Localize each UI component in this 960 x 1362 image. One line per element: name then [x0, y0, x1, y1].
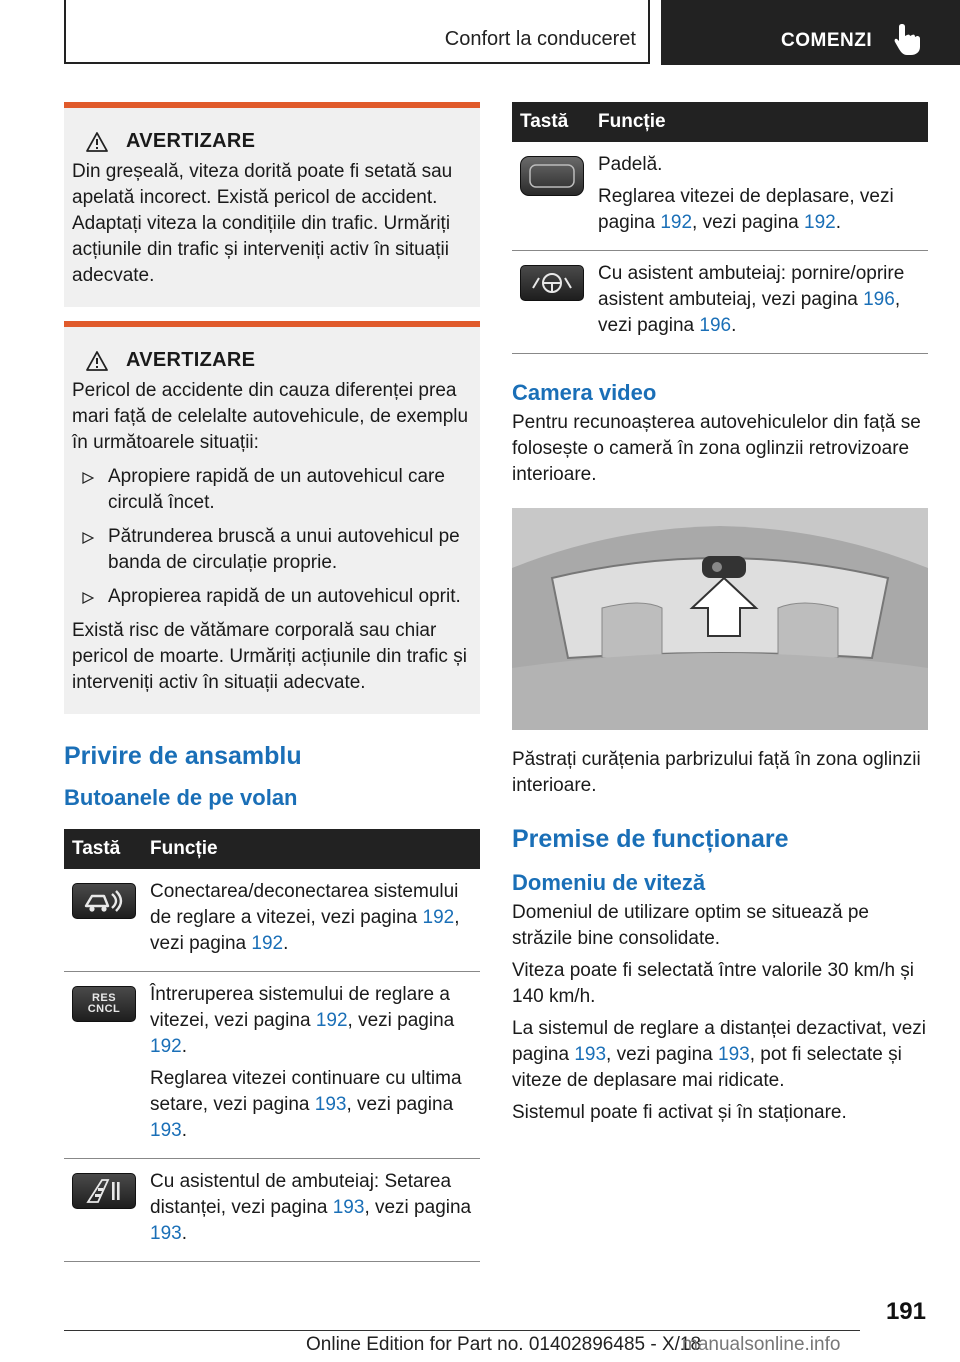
table-header-function: Funcție [142, 829, 480, 869]
heading-overview: Privire de ansamblu [64, 742, 302, 770]
page-number: 191 [885, 1298, 926, 1325]
header-section-title: Confort la conduceret [444, 28, 636, 50]
table-row [64, 972, 480, 1159]
page-link[interactable]: 193 [718, 1044, 750, 1065]
warning-title-text: AVERTIZARE [126, 349, 256, 371]
list-item: Pătrunderea bruscă a unui autovehicul pe banda de circulație proprie. [72, 524, 472, 576]
bullet-triangle-icon [82, 532, 94, 544]
warning-text: Din greșeală, viteza dorită poate fi setată sau apelată incorect. Există pericol de accident. Adaptați viteza la condițiile din trafic. Urmăriți acțiunile din trafic și interveniți activ în situații adecvate. [72, 161, 453, 286]
steering-buttons-table [64, 829, 480, 1262]
right-column [512, 102, 928, 1126]
warning-intro: Pericol de accidente din cauza diferenței prea mari față de celelalte autovehicule, de exemplu în următoarele situații: [72, 380, 469, 453]
heading-speed-range: Domeniu de viteză [512, 870, 706, 895]
list-item: Apropierea rapidă de un autovehicul oprit. [72, 584, 472, 610]
table-cell-function: Conectarea/deconectarea sistemului de reglare a vitezei, vezi pagina 192, vezi pagina 192. [142, 869, 480, 972]
header-chapter-tab [661, 0, 960, 65]
page-link[interactable]: 193 [150, 1120, 182, 1141]
page-link[interactable]: 193 [574, 1044, 607, 1065]
footer-edition: Online Edition for Part no. 01402896485 - X/18 [306, 1334, 702, 1355]
list-item: Apropiere rapidă de un autovehicul care circulă încet. [72, 464, 472, 516]
warning-list [72, 464, 472, 610]
page-link[interactable]: 193 [150, 1223, 182, 1244]
heading-steering-buttons: Butoanele de pe volan [64, 785, 298, 810]
table-cell-function: Cu asistent ambuteiaj: pornire/oprire asistent ambuteiaj, vezi pagina 196, vezi pagina 196. [590, 251, 928, 354]
table-header-key: Tastă [512, 102, 590, 142]
cruise-control-on-off-icon [72, 883, 136, 919]
warning-title [86, 349, 472, 372]
header-divider-left [64, 0, 66, 64]
table-row [64, 869, 480, 972]
footer-rule [64, 1330, 860, 1331]
res-cncl-button-icon: RES CNCL [72, 986, 136, 1022]
page-link[interactable]: 196 [699, 315, 732, 336]
page-link[interactable]: 192 [315, 1010, 348, 1031]
distance-setting-icon [72, 1173, 136, 1209]
page-link[interactable]: 193 [314, 1094, 347, 1115]
page-link[interactable]: 196 [863, 289, 895, 310]
bullet-triangle-icon [82, 592, 94, 604]
table-row [512, 251, 928, 354]
heading-premise: Premise de funcționare [512, 825, 789, 853]
table-cell-function: Padelă. Reglarea vitezei de deplasare, vezi pagina 192, vezi pagina 192. [590, 142, 928, 251]
table-header-row [512, 102, 928, 142]
camera-text: Pentru recunoașterea autovehiculelor din față se folosește o cameră în zona oglinzii retrovizoare interioare. [512, 412, 921, 485]
warning-title [86, 130, 472, 153]
warning-title-text: AVERTIZARE [126, 130, 256, 152]
page-link[interactable]: 192 [422, 907, 455, 928]
table-header-row [64, 829, 480, 869]
paddle-icon [520, 156, 584, 196]
header-divider-mid [648, 0, 650, 64]
speed-text-2: Viteza poate fi selectată între valorile 30 km/h și 140 km/h. [512, 960, 915, 1007]
header-bottom-rule [64, 62, 650, 64]
bullet-triangle-icon [82, 472, 94, 484]
page-link[interactable]: 193 [332, 1197, 365, 1218]
page-link[interactable]: 192 [804, 212, 836, 233]
table-cell-function: Întreruperea sistemului de reglare a vitezei, vezi pagina 192, vezi pagina 192. Reglarea vitezei continuare cu ultima setare, vezi pagina 193, vezi pagina 193. [142, 972, 480, 1159]
speed-text-3: La sistemul de reglare a distanței dezactivat, vezi pagina 193, vezi pagina 193, pot fi selectate și viteze de deplasare mai ridicate. [512, 1018, 926, 1091]
warning-box-2 [64, 321, 480, 714]
left-column [64, 102, 480, 1262]
table-row [64, 1159, 480, 1262]
traffic-jam-assist-icon [520, 265, 584, 301]
warning-triangle-icon [86, 351, 108, 371]
page-link[interactable]: 192 [150, 1036, 182, 1057]
speed-text-4: Sistemul poate fi activat și în staționare. [512, 1102, 847, 1123]
warning-outro: Există risc de vătămare corporală sau chiar pericol de moarte. Urmăriți acțiunile din trafic și interveniți activ în situații adecvate. [72, 620, 467, 693]
camera-caption: Păstrați curățenia parbrizului față în zona oglinzii interioare. [512, 749, 921, 796]
warning-box-1 [64, 102, 480, 307]
speed-text-1: Domeniul de utilizare optim se situează pe străzile bine consolidate. [512, 902, 869, 949]
page-link[interactable]: 192 [660, 212, 693, 233]
heading-camera: Camera video [512, 380, 657, 405]
table-cell-function: Cu asistentul de ambuteiaj: Setarea distanței, vezi pagina 193, vezi pagina 193. [142, 1159, 480, 1262]
page-link[interactable]: 192 [251, 933, 284, 954]
table-header-function: Funcție [590, 102, 928, 142]
footer-watermark: manualsonline.info [682, 1334, 841, 1355]
table-header-key: Tastă [64, 829, 142, 869]
table-row [512, 142, 928, 251]
warning-triangle-icon [86, 132, 108, 152]
header-chapter-label: COMENZI [781, 30, 873, 51]
pointing-hand-icon [893, 22, 923, 56]
windshield-camera-illustration [512, 508, 928, 730]
steering-buttons-table-continued [512, 102, 928, 354]
